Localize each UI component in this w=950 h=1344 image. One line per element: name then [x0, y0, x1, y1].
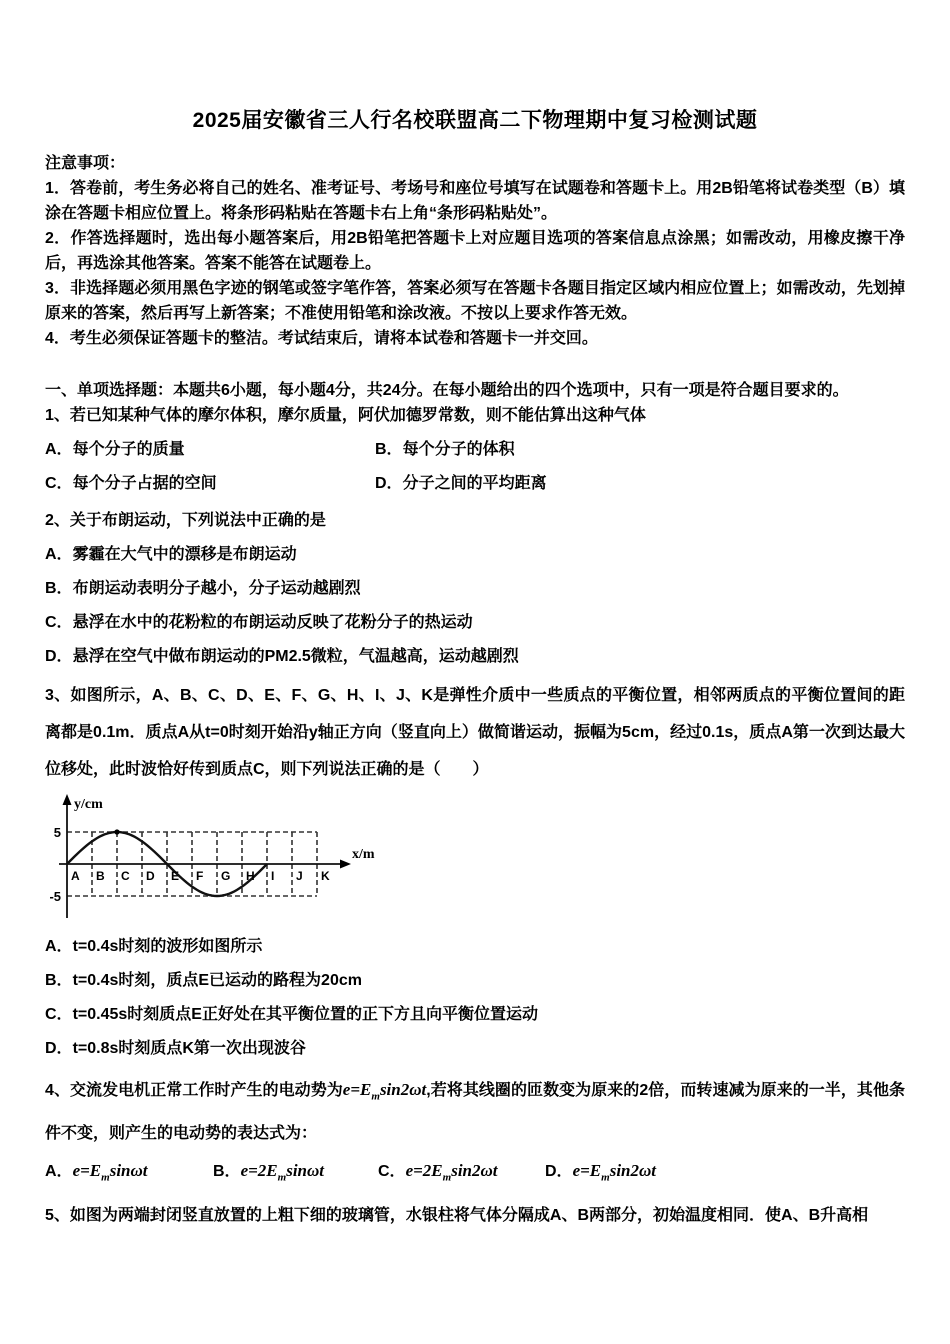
option-formula: $e=E_m\sin 2\omega t$ [572, 1161, 657, 1184]
point-label-c: C [121, 869, 130, 883]
option-formula: $e=2E_m\sin 2\omega t$ [405, 1161, 498, 1184]
point-label-g: G [221, 869, 231, 883]
y-axis-arrow [63, 794, 72, 805]
question-1-options [45, 437, 905, 496]
option-text: t=0.45s时刻质点E正好处在其平衡位置的正下方且向平衡位置运动 [72, 1006, 538, 1023]
page-title: 2025届安徽省三人行名校联盟高二下物理期中复习检测试题 [192, 109, 758, 132]
formula-sub: m [371, 1090, 380, 1103]
point-label-j: J [296, 869, 303, 883]
question-3-figure [35, 792, 905, 920]
option-1-a [45, 437, 375, 462]
option-text: 悬浮在空气中做布朗运动的PM2.5微粒，气温越高，运动越剧烈 [72, 648, 519, 665]
x-axis-arrow [340, 860, 351, 869]
option-1-b [375, 437, 905, 462]
ytick-plus5: 5 [53, 825, 61, 840]
emf-formula [342, 1080, 427, 1103]
option-formula: $e=E_m\sin\omega t$ [72, 1161, 148, 1184]
point-label-h: H [246, 869, 255, 883]
point-label-e: E [171, 869, 180, 883]
option-2-b [45, 576, 905, 601]
option-text: t=0.8s时刻质点K第一次出现波谷 [72, 1040, 306, 1057]
question-4-stem-after: ,若将其线圈的匝数变为原来的2倍，而转速减为原来的一半，其他条件不变，则产生的电动势的表达式为： [45, 1082, 905, 1143]
option-4-b [213, 1158, 378, 1190]
option-2-d [45, 644, 905, 669]
option-3-d [45, 1036, 905, 1061]
option-3-a [45, 934, 905, 959]
option-label: D． [375, 475, 403, 492]
question-4-options [45, 1158, 905, 1190]
question-3-options [45, 934, 905, 1061]
option-2-c [45, 610, 905, 635]
question-2-options [45, 542, 905, 669]
point-label-f: F [196, 869, 204, 883]
option-1-c [45, 471, 375, 496]
formula-post: sin2ωt [379, 1080, 427, 1099]
point-label-k: K [321, 869, 330, 883]
option-text: t=0.4s时刻的波形如图所示 [72, 938, 263, 955]
option-label: A． [45, 546, 73, 563]
point-label-b: B [96, 869, 105, 883]
option-label: B． [213, 1163, 241, 1181]
option-label: B． [45, 972, 73, 989]
option-label: D． [545, 1163, 573, 1181]
x-axis-label: x/m [352, 847, 375, 862]
notice-item-2: 2．作答选择题时，选出每小题答案后，用2B铅笔把答题卡上对应题目选项的答案信息点涂黑；如需改动，用橡皮擦干净后，再选涂其他答案。答案不能答在试题卷上。 [45, 230, 905, 272]
ytick-minus5: -5 [49, 889, 61, 904]
y-axis-label: y/cm [74, 797, 103, 812]
option-text: 每个分子的质量 [72, 441, 185, 458]
option-label: A． [45, 1163, 73, 1181]
option-3-b [45, 968, 905, 993]
option-1-d [375, 471, 905, 496]
formula-pre: e=E [342, 1080, 372, 1099]
notice-item-3: 3．非选择题必须用黑色字迹的钢笔或签字笔作答，答案必须写在答题卡各题目指定区域内相应位置上；如需改动，先划掉原来的答案，然后再写上新答案；不准使用铅笔和涂改液。不按以上要求作答无效。 [45, 280, 905, 322]
option-label: B． [375, 441, 403, 458]
option-label: D． [45, 648, 73, 665]
question-2-stem: 2、关于布朗运动，下列说法中正确的是 [45, 512, 326, 529]
section-heading: 一、单项选择题：本题共6小题，每小题4分，共24分。在每小题给出的四个选项中，只有一项是符合题目要求的。 [45, 382, 849, 399]
point-label-d: D [146, 869, 155, 883]
point-labels [71, 869, 330, 883]
option-label: C． [45, 475, 73, 492]
option-2-a [45, 542, 905, 567]
notice-section [45, 151, 905, 351]
option-label: B． [45, 580, 73, 597]
option-4-a [45, 1158, 213, 1190]
option-label: A． [45, 938, 73, 955]
option-text: 布朗运动表明分子越小，分子运动越剧烈 [72, 580, 361, 597]
option-4-c [378, 1158, 545, 1190]
option-text: t=0.4s时刻，质点E已运动的路程为20cm [72, 972, 362, 989]
option-text: 分子之间的平均距离 [402, 475, 547, 492]
question-4-stem-before: 4、交流发电机正常工作时产生的电动势为 [45, 1082, 343, 1099]
wave-figure-svg [35, 792, 380, 920]
notice-item-1: 1．答卷前，考生务必将自己的姓名、准考证号、考场号和座位号填写在试题卷和答题卡上。用2B铅笔将试卷类型（B）填涂在答题卡相应位置上。将条形码粘贴在答题卡右上角“条形码粘贴处”。 [45, 180, 905, 222]
option-label: A． [45, 441, 73, 458]
option-3-c [45, 1002, 905, 1027]
option-formula: $e=2E_m\sin\omega t$ [240, 1161, 325, 1184]
point-label-a: A [71, 869, 80, 883]
option-4-d [545, 1158, 656, 1190]
question-1-stem: 1、若已知某种气体的摩尔体积，摩尔质量，阿伏加德罗常数，则不能估算出这种气体 [45, 407, 646, 424]
option-text: 每个分子的体积 [402, 441, 515, 458]
question-4-stem [45, 1071, 905, 1152]
option-label: C． [45, 1006, 73, 1023]
option-text: 每个分子占据的空间 [72, 475, 217, 492]
wave-crest-dot [114, 829, 119, 834]
option-text: 悬浮在水中的花粉粒的布朗运动反映了花粉分子的热运动 [72, 614, 473, 631]
option-text: 雾霾在大气中的漂移是布朗运动 [72, 546, 297, 563]
question-5-stem: 5、如图为两端封闭竖直放置的上粗下细的玻璃管，水银柱将气体分隔成A、B两部分，初始温度相同．使A、B升高相 [45, 1206, 869, 1224]
option-label: C． [378, 1163, 406, 1181]
notice-heading: 注意事项： [45, 155, 126, 172]
question-3-stem: 3、如图所示，A、B、C、D、E、F、G、H、I、J、K是弹性介质中一些质点的平衡位置，相邻两质点的平衡位置间的距离都是0.1m．质点A从t=0时刻开始沿y轴正方向（竖直向上）做简谐运动，振幅为5cm，经过0.1s，质点A第一次到达最大位移处，此时波恰好传到质点C，则下列说法正确的是（ ） [45, 687, 905, 778]
notice-item-4: 4．考生必须保证答题卡的整洁。考试结束后，请将本试卷和答题卡一并交回。 [45, 330, 598, 347]
option-label: C． [45, 614, 73, 631]
point-label-i: I [271, 869, 275, 883]
option-label: D． [45, 1040, 73, 1057]
